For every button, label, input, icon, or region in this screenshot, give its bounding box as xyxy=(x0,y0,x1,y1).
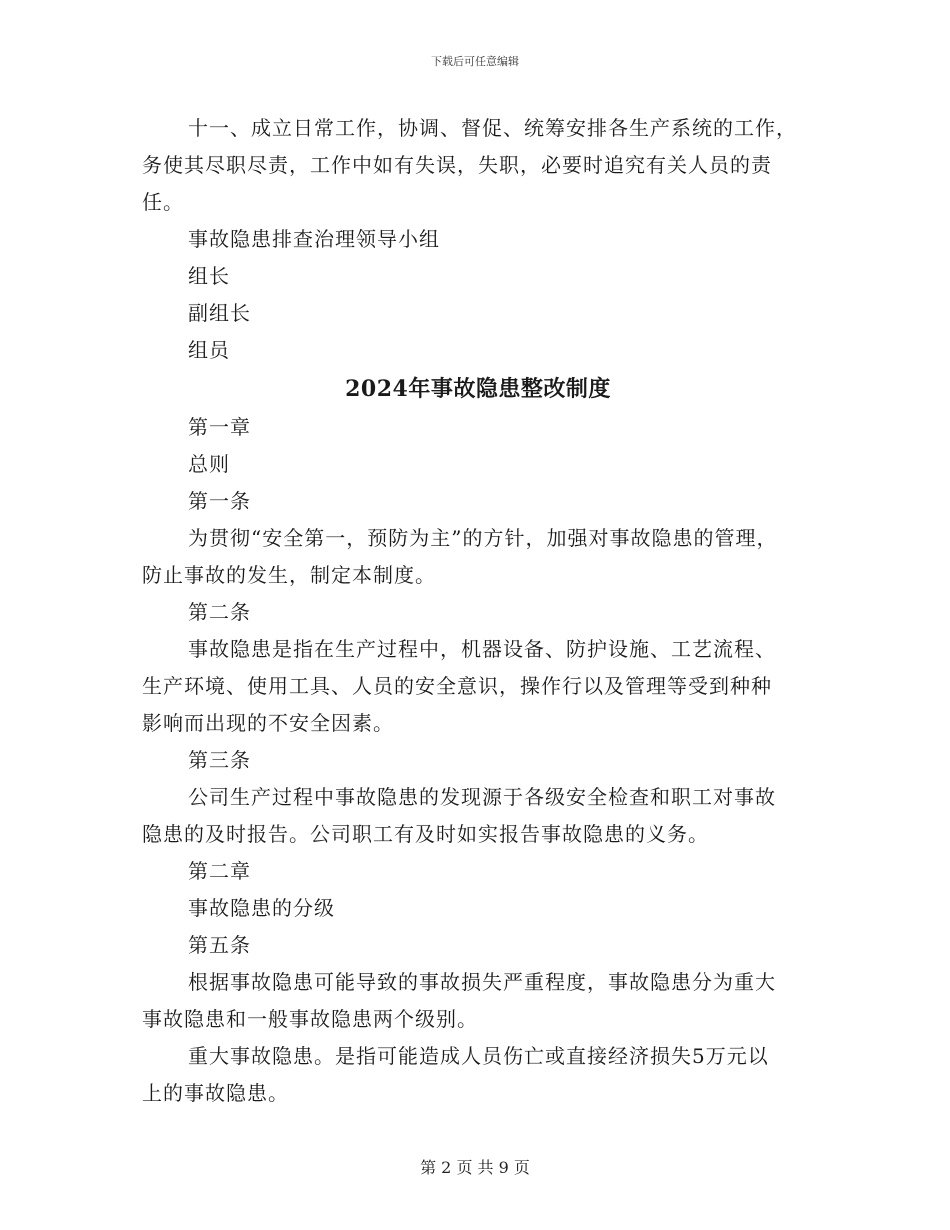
paragraph-line: 第五条 xyxy=(188,933,251,957)
paragraph-line: 防止事故的发生，制定本制度。 xyxy=(142,563,436,587)
paragraph-line: 组长 xyxy=(188,264,230,288)
paragraph-line: 第一条 xyxy=(188,489,251,513)
document-body xyxy=(142,110,814,1112)
paragraph-line: 十一、成立日常工作，协调、督促、统筹安排各生产系统的工作， xyxy=(188,116,797,140)
header-note: 下载后可任意编辑 xyxy=(431,55,519,68)
document-title: 2024年事故隐患整改制度 xyxy=(345,376,611,402)
paragraph-line: 影响而出现的不安全因素。 xyxy=(142,711,394,735)
paragraph-line: 务使其尽职尽责，工作中如有失误，失职，必要时追究有关人员的责 xyxy=(142,153,772,177)
paragraph-line: 公司生产过程中事故隐患的发现源于各级安全检查和职工对事故 xyxy=(188,785,776,809)
paragraph-line: 事故隐患和一般事故隐患两个级别。 xyxy=(142,1007,478,1031)
paragraph-line: 事故隐患是指在生产过程中，机器设备、防护设施、工艺流程、 xyxy=(188,637,776,661)
paragraph-line: 副组长 xyxy=(188,301,251,325)
paragraph-line: 组员 xyxy=(188,338,230,362)
paragraph-line: 任。 xyxy=(142,190,184,214)
paragraph-line: 第二章 xyxy=(188,859,251,883)
paragraph-line: 生产环境、使用工具、人员的安全意识，操作行以及管理等受到种种 xyxy=(142,674,772,698)
paragraph-line: 上的事故隐患。 xyxy=(142,1081,289,1105)
paragraph-line: 总则 xyxy=(188,452,230,476)
paragraph-line: 第一章 xyxy=(188,415,251,439)
paragraph-line: 隐患的及时报告。公司职工有及时如实报告事故隐患的义务。 xyxy=(142,822,709,846)
page-number-footer: 第 2 页 共 9 页 xyxy=(420,1158,530,1177)
paragraph-line: 第二条 xyxy=(188,600,251,624)
paragraph-line: 第三条 xyxy=(188,748,251,772)
paragraph-line: 重大事故隐患。是指可能造成人员伤亡或直接经济损失5万元以 xyxy=(188,1044,769,1068)
paragraph-line: 事故隐患的分级 xyxy=(188,896,335,920)
paragraph-line: 事故隐患排查治理领导小组 xyxy=(188,227,440,251)
paragraph-line: 为贯彻“安全第一，预防为主”的方针，加强对事故隐患的管理， xyxy=(188,526,778,550)
paragraph-line: 根据事故隐患可能导致的事故损失严重程度，事故隐患分为重大 xyxy=(188,970,776,994)
